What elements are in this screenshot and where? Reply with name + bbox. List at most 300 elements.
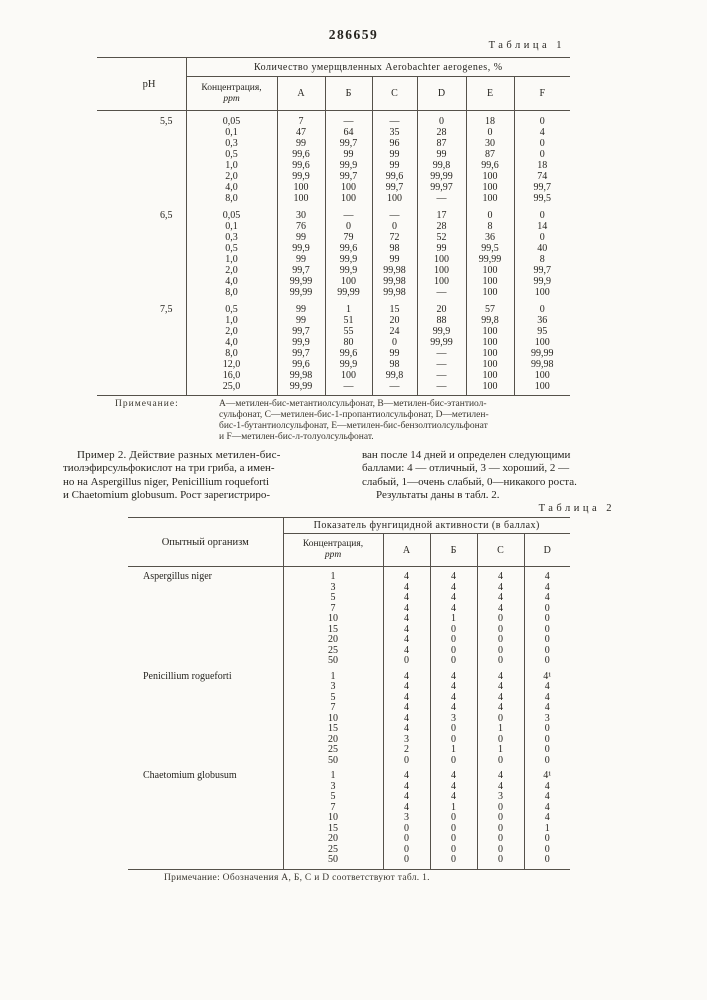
value-cell: 4 — [430, 766, 477, 782]
value-cell: 4 — [430, 782, 477, 793]
value-cell: 0 — [430, 845, 477, 856]
value-cell: 20 — [417, 298, 466, 315]
value-cell: 1 — [325, 298, 372, 315]
value-cell: — — [372, 111, 417, 128]
value-cell: 3 — [383, 813, 430, 824]
value-cell: 55 — [325, 326, 372, 337]
concentration-cell: 50 — [283, 656, 383, 667]
table1-col-e: Е — [466, 77, 514, 111]
value-cell: 4 — [514, 127, 570, 138]
value-cell: 99,6 — [466, 160, 514, 171]
value-cell: 72 — [372, 232, 417, 243]
value-cell: 17 — [417, 204, 466, 221]
value-cell: 0 — [524, 646, 570, 657]
value-cell: 0 — [524, 635, 570, 646]
table-row — [97, 111, 570, 128]
concentration-cell: 10 — [283, 714, 383, 725]
value-cell: 99 — [277, 315, 325, 326]
value-cell: 30 — [277, 204, 325, 221]
table2-concentration-header — [283, 534, 383, 567]
value-cell: 99,99 — [417, 337, 466, 348]
value-cell: 0 — [372, 337, 417, 348]
value-cell: 99,6 — [277, 359, 325, 370]
value-cell: 0 — [430, 625, 477, 636]
concentration-cell: 2,0 — [186, 171, 277, 182]
value-cell: 0 — [477, 656, 524, 667]
value-cell: 99,99 — [514, 348, 570, 359]
table1-concentration-header — [186, 77, 277, 111]
concentration-cell: 0,3 — [186, 138, 277, 149]
value-cell: 0 — [383, 756, 430, 767]
concentration-cell: 0,5 — [186, 243, 277, 254]
text-line: и Chaetomium globusum. Рост зарегистриро- — [63, 489, 271, 502]
value-cell: 99,8 — [466, 315, 514, 326]
value-cell: 99,99 — [466, 254, 514, 265]
value-cell: 99 — [372, 254, 417, 265]
concentration-cell: 8,0 — [186, 287, 277, 298]
value-cell: 99 — [277, 232, 325, 243]
concentration-cell: 1 — [283, 667, 383, 683]
value-cell: 4 — [477, 682, 524, 693]
text-line: ван после 14 дней и определен следующими — [362, 449, 571, 461]
organism-label: Chaetomium globusum — [143, 770, 237, 781]
value-cell: 100 — [466, 265, 514, 276]
value-cell: 0 — [430, 735, 477, 746]
value-cell: 57 — [466, 298, 514, 315]
value-cell: 4¹ — [524, 667, 570, 683]
value-cell: 0 — [524, 855, 570, 869]
value-cell: 0 — [477, 756, 524, 767]
paragraph-left-column — [63, 449, 281, 503]
value-cell: 99,8 — [417, 160, 466, 171]
value-cell: 0 — [514, 298, 570, 315]
value-cell: 4 — [430, 792, 477, 803]
concentration-cell: 1 — [283, 766, 383, 782]
value-cell: 0 — [514, 204, 570, 221]
text-line: тиолэфирсульфокислот на три гриба, а имен- — [63, 462, 275, 475]
concentration-cell: 0,5 — [186, 298, 277, 315]
value-cell: 96 — [372, 138, 417, 149]
value-cell: 4 — [524, 813, 570, 824]
value-cell: 0 — [524, 656, 570, 667]
value-cell: 36 — [514, 315, 570, 326]
value-cell: 99 — [277, 298, 325, 315]
value-cell: 0 — [477, 813, 524, 824]
value-cell: 1 — [524, 824, 570, 835]
value-cell: 4 — [383, 703, 430, 714]
table1-col-d: D — [417, 77, 466, 111]
value-cell: 99,98 — [372, 287, 417, 298]
table2-footnote: Примечание: Обозначения А, Б, С и D соответствуют табл. 1. — [164, 873, 430, 883]
value-cell: 99 — [277, 254, 325, 265]
value-cell: 99,5 — [466, 243, 514, 254]
value-cell: — — [417, 348, 466, 359]
value-cell: 30 — [466, 138, 514, 149]
value-cell: 99,99 — [277, 381, 325, 396]
concentration-cell: 20 — [283, 834, 383, 845]
value-cell: 0 — [430, 834, 477, 845]
value-cell: — — [372, 381, 417, 396]
value-cell: 0 — [383, 845, 430, 856]
text-line: но на Aspergillus niger, Penicillium roqueforti — [63, 475, 270, 488]
concentration-cell: 50 — [283, 756, 383, 767]
value-cell: 4 — [430, 593, 477, 604]
value-cell: 4 — [430, 604, 477, 615]
value-cell: 0 — [477, 614, 524, 625]
value-cell: 1 — [430, 614, 477, 625]
value-cell: 0 — [325, 221, 372, 232]
text-line: А—метилен-бис-метантиолсульфонат, В—метилен-бис-этантиол- — [219, 399, 487, 409]
value-cell: 99,8 — [372, 370, 417, 381]
value-cell: 20 — [372, 315, 417, 326]
value-cell: 100 — [325, 193, 372, 204]
concentration-cell: 7 — [283, 803, 383, 814]
value-cell: 0 — [477, 845, 524, 856]
doc-number: 286659 — [328, 27, 379, 42]
concentration-cell: 0,1 — [186, 221, 277, 232]
value-cell: 7 — [277, 111, 325, 128]
table1-col-c: С — [372, 77, 417, 111]
concentration-cell: 20 — [283, 735, 383, 746]
value-cell: 4 — [383, 646, 430, 657]
concentration-cell: 25 — [283, 646, 383, 657]
value-cell: 4 — [524, 803, 570, 814]
value-cell: 4 — [383, 567, 430, 583]
value-cell: 0 — [524, 614, 570, 625]
concentration-cell: 25 — [283, 745, 383, 756]
value-cell: 74 — [514, 171, 570, 182]
value-cell: 95 — [514, 326, 570, 337]
value-cell: 99,7 — [514, 182, 570, 193]
value-cell: 4 — [477, 782, 524, 793]
table1-label: Таблица 1 — [488, 40, 565, 51]
table-row — [128, 667, 570, 683]
value-cell: 8 — [466, 221, 514, 232]
value-cell: 100 — [514, 381, 570, 396]
value-cell: 0 — [466, 127, 514, 138]
value-cell: — — [417, 193, 466, 204]
value-cell: 35 — [372, 127, 417, 138]
value-cell: 0 — [383, 656, 430, 667]
value-cell: 3 — [524, 714, 570, 725]
table1-span-header: Количество умерщвленных Aerobachter aerogenes, % — [186, 58, 570, 77]
value-cell: 8 — [514, 254, 570, 265]
value-cell: 100 — [277, 193, 325, 204]
value-cell: 0 — [477, 714, 524, 725]
value-cell: 4 — [383, 635, 430, 646]
value-cell: 100 — [466, 337, 514, 348]
value-cell: 4 — [524, 567, 570, 583]
value-cell: 0 — [524, 756, 570, 767]
value-cell: 99 — [325, 149, 372, 160]
value-cell: 0 — [372, 221, 417, 232]
value-cell: — — [417, 381, 466, 396]
value-cell: 100 — [466, 182, 514, 193]
concentration-cell: 15 — [283, 824, 383, 835]
value-cell: 99,98 — [372, 265, 417, 276]
table1-footnote-text — [219, 399, 575, 443]
value-cell: 4 — [383, 724, 430, 735]
text-line: баллами: 4 — отличный, 3 — хороший, 2 — — [362, 462, 570, 475]
value-cell: 0 — [477, 803, 524, 814]
value-cell: 99 — [372, 348, 417, 359]
paragraph-right-column — [362, 449, 577, 503]
concentration-unit: ppm — [324, 550, 342, 560]
value-cell: 0 — [477, 855, 524, 869]
concentration-cell: 3 — [283, 782, 383, 793]
value-cell: 4 — [430, 693, 477, 704]
value-cell: 4 — [383, 782, 430, 793]
value-cell: 100 — [466, 326, 514, 337]
table1 — [97, 57, 570, 396]
value-cell: 100 — [466, 370, 514, 381]
value-cell: 64 — [325, 127, 372, 138]
value-cell: 4 — [524, 682, 570, 693]
ph-group-label: 6,5 — [160, 210, 173, 221]
concentration-cell: 50 — [283, 855, 383, 869]
value-cell: 3 — [477, 792, 524, 803]
concentration-cell: 10 — [283, 614, 383, 625]
value-cell: 100 — [466, 359, 514, 370]
text-line: сульфонат, С—метилен-бис-1-пропантиолсульфонат, D—метилен- — [219, 409, 489, 420]
value-cell: 99,98 — [277, 370, 325, 381]
value-cell: 1 — [477, 745, 524, 756]
table1-col-a: А — [277, 77, 325, 111]
table2-organism-header: Опытный организм — [128, 518, 283, 567]
value-cell: 99,9 — [417, 326, 466, 337]
value-cell: 99,9 — [325, 254, 372, 265]
value-cell: 99 — [417, 149, 466, 160]
value-cell: 0 — [430, 824, 477, 835]
value-cell: 0 — [477, 635, 524, 646]
value-cell: 0 — [430, 813, 477, 824]
value-cell: 0 — [524, 724, 570, 735]
value-cell: 0 — [524, 604, 570, 615]
value-cell: 0 — [477, 625, 524, 636]
value-cell: 1 — [430, 745, 477, 756]
value-cell: 4 — [477, 567, 524, 583]
value-cell: 14 — [514, 221, 570, 232]
value-cell: 0 — [477, 824, 524, 835]
value-cell: 4 — [524, 583, 570, 594]
value-cell: 99,7 — [325, 138, 372, 149]
value-cell: 99,97 — [417, 182, 466, 193]
value-cell: — — [417, 370, 466, 381]
value-cell: 100 — [514, 370, 570, 381]
table2-col-d: D — [524, 534, 570, 567]
value-cell: 99,6 — [325, 348, 372, 359]
value-cell: 0 — [466, 204, 514, 221]
text-line: Результаты даны в табл. 2. — [376, 489, 500, 502]
concentration-cell: 7 — [283, 604, 383, 615]
value-cell: 4 — [383, 766, 430, 782]
table2-body — [128, 567, 570, 870]
concentration-cell: 1,0 — [186, 315, 277, 326]
organism-label: Aspergillus niger — [143, 571, 212, 582]
value-cell: 0 — [524, 735, 570, 746]
value-cell: 3 — [430, 714, 477, 725]
value-cell: 99,98 — [514, 359, 570, 370]
value-cell: 0 — [430, 855, 477, 869]
concentration-cell: 8,0 — [186, 193, 277, 204]
value-cell: 99 — [372, 160, 417, 171]
value-cell: 87 — [417, 138, 466, 149]
value-cell: 4 — [383, 614, 430, 625]
value-cell: 4 — [524, 593, 570, 604]
value-cell: 0 — [417, 111, 466, 128]
value-cell: — — [417, 287, 466, 298]
concentration-cell: 5 — [283, 792, 383, 803]
value-cell: 87 — [466, 149, 514, 160]
concentration-cell: 4,0 — [186, 182, 277, 193]
ph-group-label: 5,5 — [160, 116, 173, 127]
concentration-cell: 3 — [283, 682, 383, 693]
value-cell: 28 — [417, 221, 466, 232]
concentration-cell: 4,0 — [186, 337, 277, 348]
concentration-cell: 12,0 — [186, 359, 277, 370]
value-cell: 99,7 — [277, 265, 325, 276]
value-cell: 0 — [514, 138, 570, 149]
ph-group-label: 7,5 — [160, 304, 173, 315]
table-row — [97, 204, 570, 221]
text-line: бис-1-бутантиолсульфонат, Е—метилен-бис-бензолтиолсульфонат — [219, 420, 488, 431]
value-cell: 47 — [277, 127, 325, 138]
value-cell: 100 — [417, 265, 466, 276]
value-cell: 0 — [430, 635, 477, 646]
value-cell: 15 — [372, 298, 417, 315]
value-cell: 99 — [417, 243, 466, 254]
value-cell: 99,9 — [277, 337, 325, 348]
value-cell: 0 — [477, 646, 524, 657]
table-row — [97, 298, 570, 315]
table2-col-b: Б — [430, 534, 477, 567]
table2-label: Таблица 2 — [538, 503, 615, 514]
value-cell: 2 — [383, 745, 430, 756]
value-cell: 100 — [466, 348, 514, 359]
value-cell: — — [372, 204, 417, 221]
concentration-cell: 20 — [283, 635, 383, 646]
text-line: Пример 2. Действие разных метилен-бис- — [77, 449, 281, 461]
value-cell: 98 — [372, 359, 417, 370]
concentration-cell: 0,05 — [186, 204, 277, 221]
value-cell: 0 — [514, 232, 570, 243]
table2-span-header: Показатель фунгицидной активности (в баллах) — [283, 518, 570, 534]
value-cell: 4¹ — [524, 766, 570, 782]
value-cell: 0 — [524, 845, 570, 856]
value-cell: 76 — [277, 221, 325, 232]
value-cell: 36 — [466, 232, 514, 243]
value-cell: 0 — [524, 745, 570, 756]
value-cell: 99,99 — [325, 287, 372, 298]
value-cell: 99,99 — [277, 276, 325, 287]
value-cell: 4 — [477, 703, 524, 714]
table-row — [128, 567, 570, 583]
value-cell: 99 — [277, 138, 325, 149]
concentration-cell: 1,0 — [186, 254, 277, 265]
value-cell: 28 — [417, 127, 466, 138]
concentration-cell: 0,1 — [186, 127, 277, 138]
value-cell: 99,7 — [325, 171, 372, 182]
value-cell: 3 — [383, 735, 430, 746]
value-cell: 4 — [430, 667, 477, 683]
concentration-cell: 0,3 — [186, 232, 277, 243]
value-cell: 0 — [514, 111, 570, 128]
concentration-cell: 0,05 — [186, 111, 277, 128]
value-cell: 4 — [524, 703, 570, 714]
value-cell: 0 — [430, 646, 477, 657]
value-cell: 52 — [417, 232, 466, 243]
value-cell: 99,9 — [325, 359, 372, 370]
value-cell: 0 — [430, 756, 477, 767]
value-cell: 4 — [524, 693, 570, 704]
table2-col-a: А — [383, 534, 430, 567]
value-cell: 100 — [514, 337, 570, 348]
value-cell: 0 — [514, 149, 570, 160]
value-cell: 4 — [477, 766, 524, 782]
table1-footnote-label: Примечание: — [115, 399, 179, 409]
value-cell: 4 — [430, 567, 477, 583]
value-cell: 100 — [325, 276, 372, 287]
text-line: слабый, 1—очень слабый, 0—никакого роста. — [362, 475, 577, 488]
value-cell: 4 — [477, 667, 524, 683]
table2 — [128, 517, 570, 870]
value-cell: 0 — [524, 625, 570, 636]
value-cell: — — [325, 381, 372, 396]
value-cell: 4 — [383, 682, 430, 693]
concentration-cell: 1 — [283, 567, 383, 583]
value-cell: — — [325, 204, 372, 221]
concentration-cell: 5 — [283, 593, 383, 604]
value-cell: 100 — [417, 276, 466, 287]
value-cell: 99,7 — [277, 348, 325, 359]
table1-ph-header: рН — [97, 58, 186, 111]
concentration-cell: 3 — [283, 583, 383, 594]
value-cell: 99,98 — [372, 276, 417, 287]
value-cell: 4 — [383, 604, 430, 615]
value-cell: 4 — [430, 703, 477, 714]
value-cell: 4 — [383, 693, 430, 704]
value-cell: 24 — [372, 326, 417, 337]
value-cell: 0 — [383, 834, 430, 845]
concentration-cell: 0,5 — [186, 149, 277, 160]
value-cell: 0 — [477, 834, 524, 845]
value-cell: 98 — [372, 243, 417, 254]
concentration-cell: 7 — [283, 703, 383, 714]
value-cell: 100 — [325, 182, 372, 193]
value-cell: 100 — [466, 381, 514, 396]
value-cell: 99,9 — [277, 171, 325, 182]
value-cell: 18 — [466, 111, 514, 128]
value-cell: 99 — [372, 149, 417, 160]
concentration-unit: ppm — [223, 93, 240, 104]
concentration-cell: 16,0 — [186, 370, 277, 381]
value-cell: 4 — [383, 625, 430, 636]
value-cell: 4 — [383, 792, 430, 803]
organism-label: Penicillium rogueforti — [143, 670, 232, 682]
value-cell: 99,9 — [277, 243, 325, 254]
concentration-cell: 25,0 — [186, 381, 277, 396]
table1-col-b: Б — [325, 77, 372, 111]
value-cell: 99,6 — [325, 243, 372, 254]
value-cell: — — [417, 359, 466, 370]
value-cell: 4 — [430, 682, 477, 693]
value-cell: 99,99 — [277, 287, 325, 298]
value-cell: 4 — [383, 803, 430, 814]
value-cell: 4 — [477, 693, 524, 704]
value-cell: 0 — [430, 656, 477, 667]
value-cell: 100 — [325, 370, 372, 381]
text-line: и F—метилен-бис-л-толуолсульфонат. — [219, 431, 374, 442]
